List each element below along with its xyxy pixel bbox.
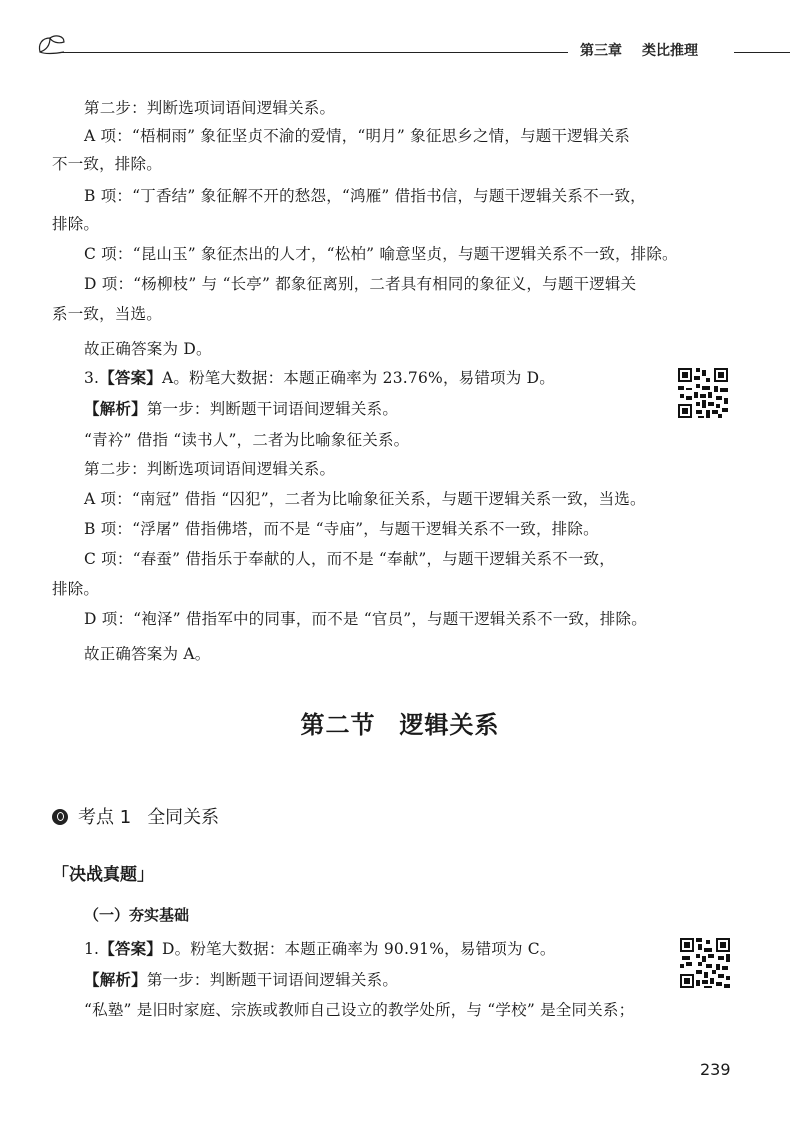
text-line: “青衿” 借指 “读书人”，二者为比喻象征关系。	[84, 431, 410, 449]
section-number: 第二节	[300, 711, 376, 739]
chapter-label: 第三章	[580, 43, 622, 59]
text-line: D 项：“杨柳枝” 与 “长亭” 都象征离别，二者具有相同的象征义，与题干逻辑关	[84, 275, 637, 293]
text-line: 排除。	[52, 580, 100, 598]
text-line: 不一致，排除。	[52, 155, 162, 173]
qr-code-icon	[680, 938, 730, 988]
kaodian-title: 全同关系	[147, 807, 220, 828]
q1-jiexi-label: 【解析】	[84, 970, 147, 989]
text-line: 故正确答案为 D。	[84, 340, 212, 358]
q3-answer-text: A。粉笔大数据：本题正确率为 23.76%，易错项为 D。	[162, 369, 555, 387]
chapter-topic: 类比推理	[642, 43, 698, 59]
text-line: B 项：“丁香结” 象征解不开的愁怨，“鸿雁” 借指书信，与题干逻辑关系不一致，	[84, 187, 646, 205]
q1-answer-line	[84, 939, 556, 959]
section-name: 逻辑关系	[399, 711, 500, 739]
kaodian-heading	[52, 803, 219, 829]
subsection-heading: （一）夯实基础	[84, 906, 190, 924]
kaodian-label: 考点 1	[78, 807, 132, 828]
page-number: 239	[700, 1060, 731, 1079]
q3-number: 3.	[84, 369, 100, 387]
text-line: C 项：“春蚕” 借指乐于奉献的人，而不是 “奉献”，与题干逻辑关系不一致，	[84, 550, 615, 568]
running-header	[580, 40, 698, 60]
text-line: B 项：“浮屠” 借指佛塔，而不是 “寺庙”，与题干逻辑关系不一致，排除。	[84, 520, 599, 538]
juezhan-heading: 「决战真题」	[52, 865, 154, 885]
text-line: 系一致，当选。	[52, 305, 162, 323]
text-line: D 项：“袍泽” 借指军中的同事，而不是 “官员”，与题干逻辑关系不一致，排除。	[84, 610, 647, 628]
qr-code-icon	[678, 368, 728, 418]
q1-answer-label: 【答案】	[99, 939, 163, 958]
text-line: “私塾” 是旧时家庭、宗族或教师自己设立的教学处所，与 “学校” 是全同关系；	[84, 1001, 635, 1019]
q3-answer-line	[84, 368, 555, 388]
text-line: 第二步：判断选项词语间逻辑关系。	[84, 460, 336, 478]
section-title	[0, 705, 800, 740]
q1-answer-text: D。粉笔大数据：本题正确率为 90.91%，易错项为 C。	[162, 940, 556, 958]
text-line: A 项：“南冠” 借指 “囚犯”，二者为比喻象征关系，与题干逻辑关系一致，当选。	[84, 490, 646, 508]
text-line: 第二步：判断选项词语间逻辑关系。	[84, 99, 336, 117]
q1-number: 1.	[84, 940, 100, 958]
q1-jiexi-line	[84, 970, 398, 990]
q3-jiexi-line	[84, 399, 398, 419]
text-line: 故正确答案为 A。	[84, 645, 211, 663]
header-rule-right	[734, 52, 790, 53]
q3-jiexi-text: 第一步：判断题干词语间逻辑关系。	[146, 400, 399, 418]
text-line: 排除。	[52, 215, 100, 233]
q3-answer-label: 【答案】	[99, 368, 163, 387]
kaodian-bullet-icon	[52, 809, 68, 825]
text-line: A 项：“梧桐雨” 象征坚贞不渝的爱情，“明月” 象征思乡之情，与题干逻辑关系	[84, 127, 630, 145]
header-rule-left	[62, 52, 568, 53]
q1-jiexi-text: 第一步：判断题干词语间逻辑关系。	[146, 971, 399, 989]
text-line: C 项：“昆山玉” 象征杰出的人才，“松柏” 喻意坚贞，与题干逻辑关系不一致，排除。	[84, 245, 678, 263]
q3-jiexi-label: 【解析】	[84, 399, 147, 418]
